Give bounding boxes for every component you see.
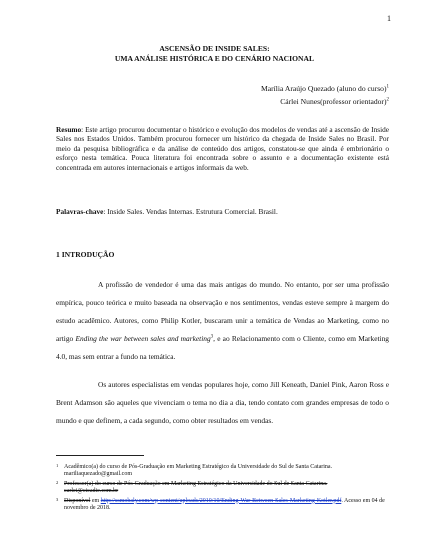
footnote-2-text: Professor(a) do curso de Pós-Graduação em Marketing Estratégico da Universidade do Sul de Santa Catarina. <box>64 480 328 487</box>
intro-p1-article-title: Ending the war between sales and marketing <box>75 334 211 343</box>
abstract-text: : Este artigo procurou documentar o histórico e evolução dos modelos de vendas até a ascensão de Inside Sales nos Estados Unidos. Também procurou fornecer um histórico da chegada de Inside Sales no Brasil. Por meio da pesquisa bibliográfica e da análise de conteúdo dos artigos, constatou-se que ainda é embrionário o esforço nesta temática. Pouca literatura foi encontrada sobre o assunto e a documentação existente está concentrada em autores internacionais e artigos informais da web. <box>56 125 389 172</box>
page-number: 1 <box>387 14 391 23</box>
footnote-3-link[interactable]: http://ssmobaly.com/wp-content/uploads/2010/10/Ending-War-Between-Sales-Marketing-Kotler.pdf <box>100 497 342 504</box>
footnote-1-email: mariliaquezado@gmail.com <box>64 471 133 478</box>
footnote-2-number: 2 <box>56 479 59 485</box>
author-2-name: Cárlei Nunes(professor orientador) <box>280 97 387 106</box>
introduction-body <box>56 276 389 430</box>
footnote-separator <box>56 455 144 456</box>
intro-p1-text-b: , e ao Relacionamento com o Cliente, como em Marketing 4.0, mas sem entrar a fundo na temática. <box>56 334 389 361</box>
abstract <box>56 125 389 172</box>
intro-p1-footnote-mark: 3 <box>210 334 214 340</box>
footnote-3-number: 3 <box>56 496 59 502</box>
author-1-name: Marília Araújo Quezado (aluno do curso) <box>261 84 387 93</box>
footnote-2 <box>56 481 396 496</box>
author-2 <box>261 95 389 108</box>
abstract-label: Resumo <box>56 125 82 134</box>
keywords-label: Palavras-chave <box>56 207 104 216</box>
footnote-3-mid: em <box>90 497 101 504</box>
intro-paragraph-1 <box>56 276 389 366</box>
intro-p1-text-a: A profissão de vendedor é uma das mais antigas do mundo. No entanto, por ser uma profissão empírica, pouco teórica e muito baseada na observação e nos sentimentos, vendas esteve sempre à margem do estudo acadêmico. Autores, como Philip Kotler, buscaram unir a temática de Vendas ao Marketing, como no artigo <box>56 280 389 343</box>
keywords-text: : Inside Sales. Vendas Internas. Estrutura Comercial. Brasil. <box>103 207 278 216</box>
footnote-1 <box>56 464 396 479</box>
keywords <box>56 207 396 216</box>
section-heading: 1 INTRODUÇÃO <box>56 250 115 259</box>
title-line-1: ASCENSÃO DE INSIDE SALES: <box>159 44 270 53</box>
author-1-mark: 1 <box>386 84 389 90</box>
footnote-1-number: 1 <box>56 463 59 468</box>
title-line-2: UMA ANÁLISE HISTÓRICA E DO CENÁRIO NACIONAL <box>114 54 315 63</box>
footnote-2-email: carlei@cicadie.com.br <box>64 488 119 495</box>
author-list <box>261 82 389 108</box>
footnote-3 <box>56 498 396 513</box>
author-2-mark: 2 <box>386 97 389 103</box>
footnote-1-text: Acadêmico(a) do curso de Pós-Graduação em Marketing Estratégico da Universidade do Sul de Santa Catarina. <box>64 464 333 470</box>
intro-paragraph-2: Os autores especialistas em vendas populares hoje, como Jill Keneath, Daniel Pink, Aaron Ross e Brent Adamson são aqueles que vivenciam o tema no dia a dia, tendo contato com grandes empresas de todo o mundo e que definem, a cada segundo, como obter resultados em vendas. <box>56 380 389 425</box>
footnotes <box>56 464 396 514</box>
footnote-3-access: . Acesso em 04 de novembro de 2018. <box>64 497 385 512</box>
footnote-3-label: Disponível <box>64 497 91 504</box>
author-1 <box>261 82 389 95</box>
paper-title <box>0 44 429 64</box>
